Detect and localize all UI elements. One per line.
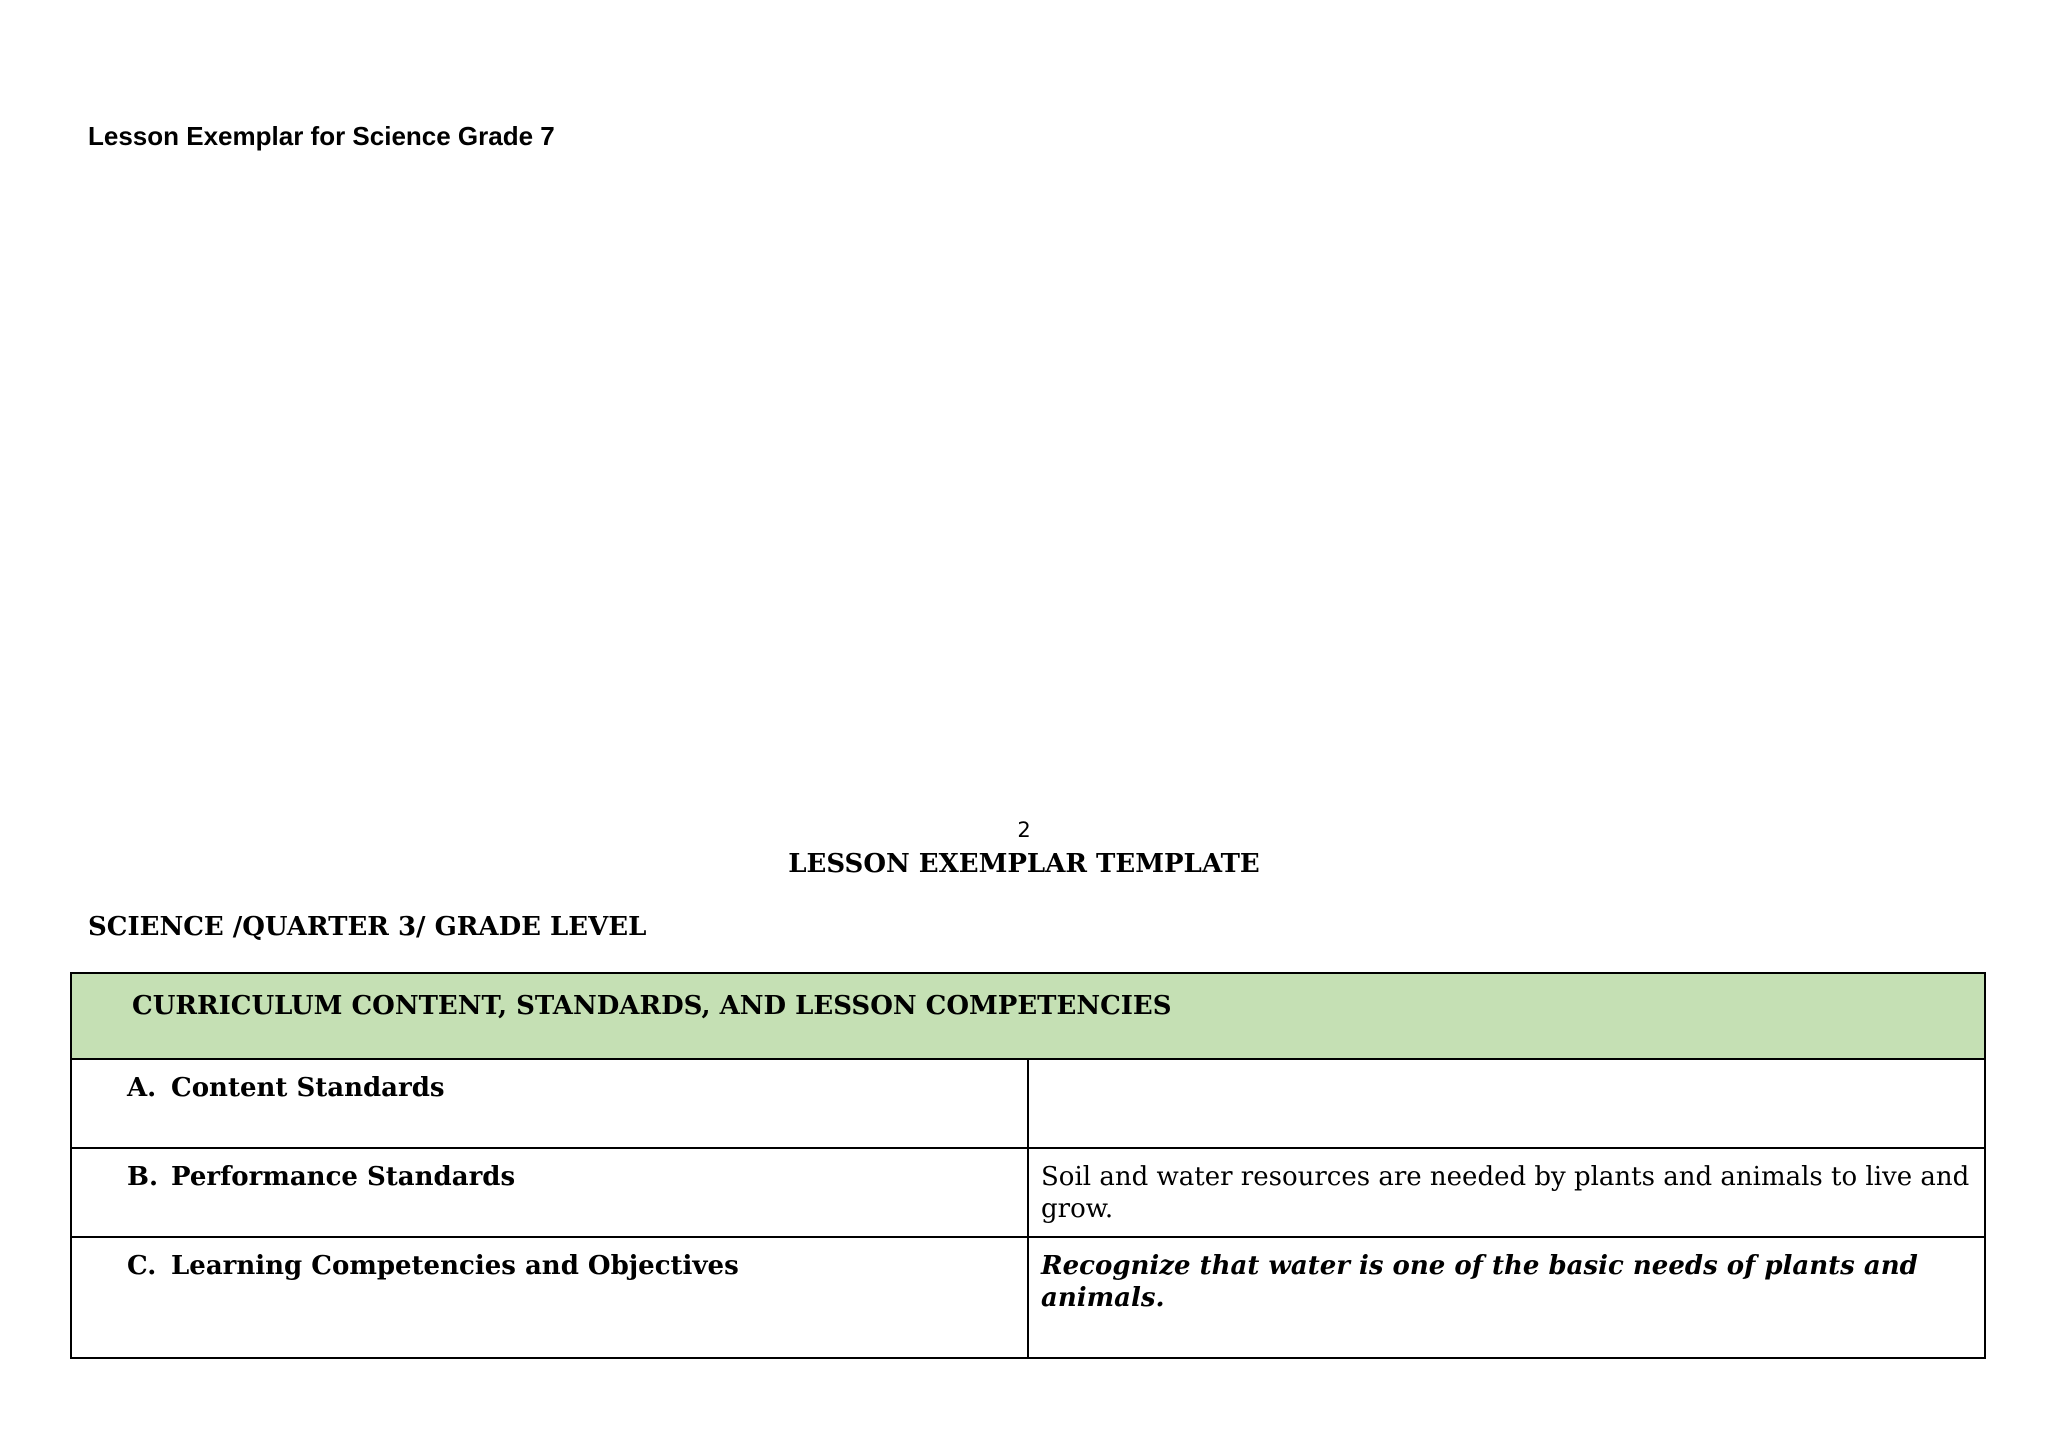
row-label: Performance Standards (171, 1162, 516, 1192)
row-label: Content Standards (171, 1073, 445, 1103)
document-header-title: Lesson Exemplar for Science Grade 7 (88, 121, 555, 151)
row-letter: C. (127, 1251, 157, 1281)
table-row-content-standards (71, 1059, 1985, 1148)
table-header-row (71, 973, 1985, 1059)
row-label-cell (71, 1237, 1028, 1358)
row-letter: B. (127, 1162, 159, 1192)
section-header: CURRICULUM CONTENT, STANDARDS, AND LESSON COMPETENCIES (71, 973, 1985, 1059)
row-label-cell (71, 1148, 1028, 1237)
row-content[interactable]: Recognize that water is one of the basic needs of plants and animals. (1028, 1237, 1985, 1358)
page-number: 2 (1017, 818, 1031, 842)
table-row-learning-competencies (71, 1237, 1985, 1358)
template-title: LESSON EXEMPLAR TEMPLATE (788, 849, 1260, 879)
row-content[interactable]: Soil and water resources are needed by plants and animals to live and grow. (1028, 1148, 1985, 1237)
table-row-performance-standards (71, 1148, 1985, 1237)
row-label-cell (71, 1059, 1028, 1148)
row-label: Learning Competencies and Objectives (171, 1251, 739, 1281)
subject-line: SCIENCE /QUARTER 3/ GRADE LEVEL (88, 912, 647, 942)
row-content[interactable] (1028, 1059, 1985, 1148)
curriculum-table (70, 972, 1986, 1359)
row-letter: A. (127, 1073, 157, 1103)
